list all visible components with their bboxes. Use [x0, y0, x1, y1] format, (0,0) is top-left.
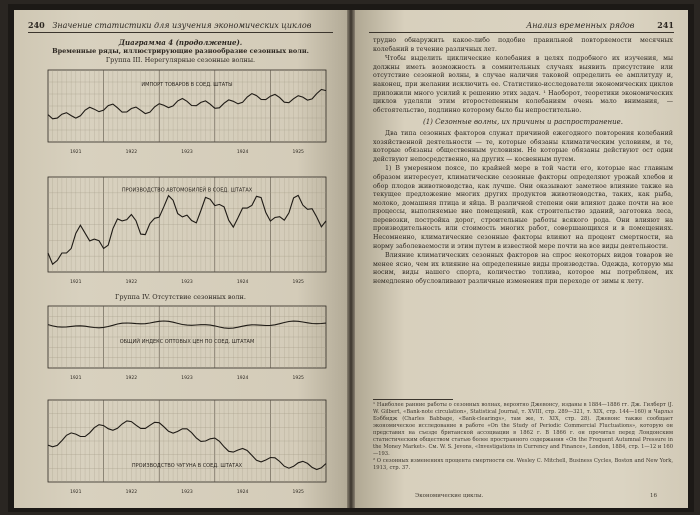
- chart-label: ИМПОРТ ТОВАРОВ В СОЕД. ШТАТЫ: [141, 81, 233, 88]
- year-tick-label: 1922: [125, 490, 138, 495]
- paragraph: трудно обнаружить какое-либо подобие правильной повторяемости месячных колебаний в течение различных лет.: [373, 37, 673, 53]
- right-body-top: [373, 37, 673, 288]
- year-tick-label: 1921: [70, 280, 82, 285]
- year-tick-label: 1923: [181, 490, 193, 495]
- year-tick-label: 1924: [236, 376, 249, 381]
- chart-automobiles: [42, 173, 332, 288]
- diagram-title: Диаграмма 4 (продолжение).: [118, 38, 243, 47]
- line-chart: [42, 173, 332, 288]
- paragraph: Два типа сезонных факторов служат причиной ежегодного повторения колебаний хозяйственной деятельности — те, которые обязаны климатическим условиям, и те, которые обязаны общественным условиям. Не которые обязаны действуют ост одни действуют непосредственно, на других — косвенным путем.: [373, 129, 673, 163]
- footnote-rule: [373, 399, 453, 400]
- year-tick-label: 1923: [181, 150, 193, 155]
- year-tick-label: 1923: [181, 376, 193, 381]
- paragraph: 1) В умеренном поясе, по крайней мере в той части его, которые нас главным образом интересует, климатические сезонные факторы определяют урожай хлебов и обор плодов животноводства, как лучше. Они оказывают заметное влияние также на текущее предложение многих других продуктов животноводства, таких, как рыба, молоко, домашняя птица и яйца. В различной степени они влияют даже почти на все процессы, выполняемые вне помещений, как строительство зданий, заготовка леса, перевозки, постройка дорог, строительные работы всякого рода. Они влияют на производительность или стоимость многих работ, совершающихся и в помещениях. Несомненно, климатические сезонные факторы влияют на процент смертности, на норму заболеваемости и этим путем в известной мере почти на все виды деятельности.: [373, 165, 673, 250]
- chart-pig-iron: [42, 396, 332, 498]
- book-gutter: [347, 10, 355, 508]
- year-tick-label: 1925: [292, 150, 304, 155]
- line-chart: [42, 302, 332, 384]
- right-running-head: [526, 20, 674, 30]
- year-tick-label: 1921: [70, 150, 82, 155]
- line-chart: [42, 396, 332, 498]
- footnotes: [373, 402, 673, 472]
- signature-mark: Экономические циклы.: [415, 493, 484, 499]
- chart-label: ПРОИЗВОДСТВО АВТОМОБИЛЕЙ В СОЕД. ШТАТАХ: [121, 187, 253, 194]
- year-tick-label: 1922: [125, 376, 138, 381]
- footnote: ¹ Наиболее ранние работы о сезонных волнах, вероятно Джевонсу, изданы в 1884—1886 гг. Дж. Гилберт (J. W. Gilbert, «Bank-note circulation», Statistical Journal, т. XVIII, стр. 289—321, т. XIX, стр. 144—160) и Чарльз Бэббидж (Charles Babbage, «Bank-clearings», там же, т. XIX, стр. 28). Джевонс также сообщает экономическое исследование в работе «On the Study of Periodic Commercial Fluctuations», которую он представил на съезде британской ассоциации в 1862 г. В 1866 г. он прочитал перед Лондонским статистическим обществом статью более пространного содержания «On the Frequent Autumnal Pressure in the Money Market». См. W. S. Jevons, «Investigations in Currency and Finance», London, 1884, стр. 1—12 и 160—193.: [373, 402, 673, 457]
- diagram-subtitle: Временные ряды, иллюстрирующие разнообразие сезонных волн.: [52, 47, 309, 55]
- group4-caption: Группа IV. Отсутствие сезонных волн.: [115, 293, 246, 301]
- signature-number: 16: [650, 493, 657, 499]
- group3-caption: Группа III. Нерегулярные сезонные волны.: [105, 56, 256, 64]
- chart-label: ОБЩИЙ ИНДЕКС ОПТОВЫХ ЦЕН ПО СОЕД. ШТАТАМ: [119, 339, 255, 346]
- chart-label: ПРОИЗВОДСТВО ЧУГУНА В СОЕД. ШТАТАХ: [131, 462, 243, 469]
- right-running-title: Анализ временных рядов: [526, 21, 635, 30]
- right-page-number: 241: [657, 20, 674, 30]
- right-head-rule: [369, 32, 674, 33]
- right-page: [355, 10, 688, 508]
- chart-wholesale-prices: [42, 302, 332, 384]
- year-tick-label: 1925: [292, 376, 304, 381]
- chart-imports: [42, 66, 332, 158]
- paragraph: Влияние климатических сезонных факторов на спрос некоторых видов товаров не менее ясно, чем их влияние на определенные виды производства. Одежда, которую мы носим, виды нашего спорта, количество топлива, которое мы потребляем, их немедленно обусловливают различные изменения при переходе от зимы к лету.: [373, 252, 673, 286]
- left-running-title: Значение статистики для изучения экономических циклов: [52, 21, 312, 30]
- year-tick-label: 1924: [236, 490, 249, 495]
- left-page: [14, 10, 347, 508]
- left-head-rule: [28, 32, 333, 33]
- book-spread: [8, 4, 694, 512]
- year-tick-label: 1921: [70, 490, 82, 495]
- year-tick-label: 1922: [125, 150, 138, 155]
- footnote: ² О сезонных изменениях процента смертности см. Wesley C. Mitchell, Business Cycles, Boston and New York, 1913, стр. 37.: [373, 458, 673, 471]
- year-tick-label: 1924: [236, 150, 249, 155]
- section-title: (1) Сезонные волны, их причины и распространение.: [422, 118, 623, 127]
- year-tick-label: 1922: [125, 280, 138, 285]
- paragraph: Чтобы выделить циклические колебания в целях подробного их изучения, мы должны иметь возможность в сомнительных случаях выявить присутствие или отсутствие сезонной волны, в случае наличия таковой определить ее амплитуду и, наконец, при желании исключить ее. Статистико-исследователи экономических циклов приложили много усилий к решению этих задач. ¹ Наоборот, теоретики экономических циклов уделяли этим второстепенным колебаниям очень мало внимания, — обстоятельство, подлинно которому было бы непростительно.: [373, 55, 673, 114]
- year-tick-label: 1925: [292, 280, 304, 285]
- year-tick-label: 1923: [181, 280, 193, 285]
- year-tick-label: 1925: [292, 490, 304, 495]
- left-running-head: [28, 20, 311, 30]
- year-tick-label: 1921: [70, 376, 82, 381]
- line-chart: [42, 66, 332, 158]
- left-page-number: 240: [28, 20, 45, 30]
- year-tick-label: 1924: [236, 280, 249, 285]
